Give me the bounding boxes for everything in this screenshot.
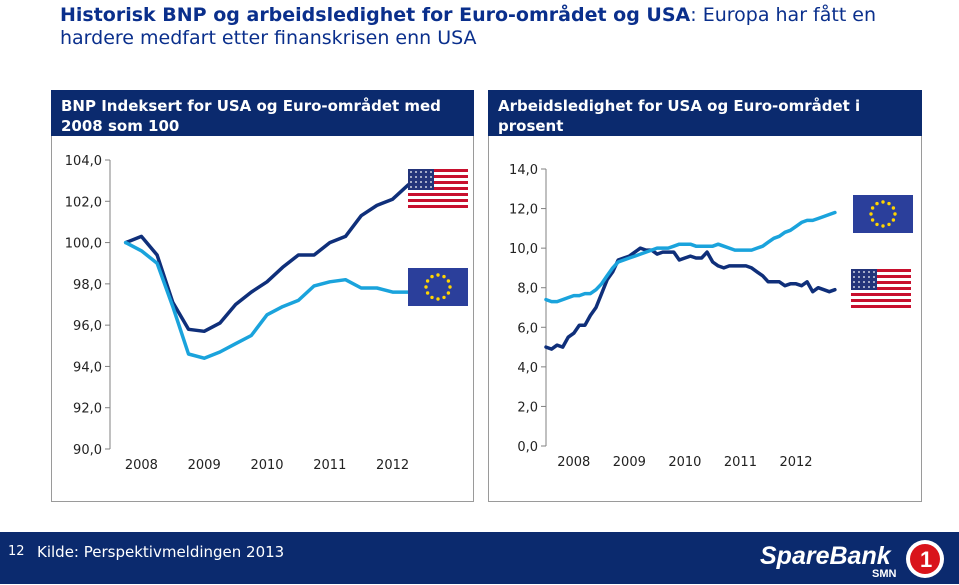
flag-star — [892, 206, 895, 209]
flag-star — [442, 296, 445, 299]
flag-stripe — [408, 199, 468, 202]
flag-star — [875, 223, 878, 226]
flag-star — [881, 224, 884, 227]
x-tick-label: 2009 — [612, 455, 646, 470]
flag-star — [868, 286, 870, 288]
flag-star — [853, 286, 855, 288]
y-tick-label: 94,0 — [73, 360, 102, 376]
flag-star — [868, 271, 870, 273]
page-number: 12 — [8, 544, 25, 559]
flag-star — [410, 181, 412, 183]
flag-star — [425, 181, 427, 183]
footer-bar — [0, 532, 959, 584]
flag-star — [868, 276, 870, 278]
usa-series-line — [126, 185, 409, 331]
flag-star — [430, 296, 433, 299]
flag-star — [425, 186, 427, 188]
flag-star — [410, 176, 412, 178]
flag-star — [853, 276, 855, 278]
y-tick-label: 98,0 — [73, 277, 102, 293]
usa-series-line — [546, 248, 835, 349]
flag-star — [893, 212, 896, 215]
x-tick-label: 2012 — [376, 458, 410, 473]
flag-star — [863, 281, 865, 283]
x-tick-label: 2011 — [313, 458, 347, 473]
flag-star — [447, 279, 450, 282]
flag-star — [869, 212, 872, 215]
unemployment-chart — [489, 91, 921, 501]
flag-star — [868, 281, 870, 283]
flag-star — [873, 281, 875, 283]
flag-star — [863, 271, 865, 273]
flag-star — [415, 176, 417, 178]
y-tick-label: 10,0 — [509, 242, 538, 258]
flag-star — [415, 171, 417, 173]
unemployment-chart-title: Arbeidsledighet for USA og Euro-området i prosent — [488, 90, 922, 136]
flag-star — [858, 271, 860, 273]
flag-star — [436, 297, 439, 300]
title-rest: Europa har fått en hardere medfart etter finanskrisen enn USA — [60, 4, 877, 49]
flag-star — [436, 273, 439, 276]
y-tick-label: 102,0 — [64, 195, 102, 211]
flag-stripe — [408, 193, 468, 196]
flag-star — [853, 281, 855, 283]
flag-star — [863, 276, 865, 278]
x-tick-label: 2009 — [187, 458, 221, 473]
logo-text: SpareBank — [760, 542, 891, 570]
flag-star — [873, 276, 875, 278]
y-tick-label: 12,0 — [509, 202, 538, 218]
flag-star — [873, 271, 875, 273]
flag-stripe — [408, 196, 468, 199]
flag-star — [410, 186, 412, 188]
flag-star — [875, 202, 878, 205]
y-tick-label: 2,0 — [517, 400, 538, 416]
flag-stripe — [851, 305, 911, 308]
flag-stripe — [408, 202, 468, 205]
flag-star — [447, 291, 450, 294]
flag-star — [871, 206, 874, 209]
logo-sub: SMN — [872, 568, 897, 580]
flag-star — [420, 181, 422, 183]
flag-star — [858, 276, 860, 278]
flag-star — [863, 286, 865, 288]
flag-stripe — [851, 296, 911, 299]
flag-star — [430, 181, 432, 183]
page-title — [60, 4, 940, 50]
eu-flag-icon — [853, 195, 913, 233]
flag-star — [426, 279, 429, 282]
flag-star — [858, 286, 860, 288]
gdp-chart-title: BNP Indeksert for USA og Euro-området med 2008 som 100 — [51, 90, 474, 136]
usa-flag-icon — [851, 269, 911, 308]
flag-star — [415, 186, 417, 188]
y-tick-label: 8,0 — [517, 281, 538, 297]
usa-flag-icon — [408, 169, 468, 208]
x-tick-label: 2010 — [250, 458, 284, 473]
flag-star — [425, 176, 427, 178]
x-tick-label: 2008 — [124, 458, 158, 473]
x-tick-label: 2011 — [723, 455, 757, 470]
unemployment-chart-panel — [488, 90, 922, 502]
flag-star — [420, 171, 422, 173]
euro-series-line — [126, 243, 409, 359]
sparebank-logo — [760, 537, 950, 581]
y-tick-label: 4,0 — [517, 360, 538, 376]
flag-star — [887, 223, 890, 226]
gdp-chart — [52, 91, 473, 501]
y-tick-label: 14,0 — [509, 163, 538, 178]
gdp-chart-panel — [51, 90, 474, 502]
flag-star — [410, 171, 412, 173]
x-tick-label: 2010 — [668, 455, 702, 470]
flag-stripe — [851, 299, 911, 302]
flag-star — [430, 176, 432, 178]
title-sep: : — [690, 4, 697, 26]
flag-star — [858, 281, 860, 283]
y-tick-label: 6,0 — [517, 321, 538, 337]
flag-stripe — [408, 205, 468, 208]
flag-star — [430, 171, 432, 173]
logo-number: 1 — [920, 547, 933, 572]
flag-stripe — [851, 290, 911, 293]
flag-star — [887, 202, 890, 205]
flag-star — [430, 186, 432, 188]
flag-star — [425, 171, 427, 173]
flag-star — [415, 181, 417, 183]
flag-stripe — [851, 293, 911, 296]
flag-stripe — [408, 190, 468, 193]
y-tick-label: 96,0 — [73, 319, 102, 335]
x-tick-label: 2012 — [779, 455, 813, 470]
source-note: Kilde: Perspektivmeldingen 2013 — [37, 543, 285, 561]
flag-star — [430, 275, 433, 278]
flag-star — [892, 218, 895, 221]
flag-star — [853, 271, 855, 273]
flag-star — [873, 286, 875, 288]
x-tick-label: 2008 — [557, 455, 591, 470]
flag-star — [871, 218, 874, 221]
flag-star — [426, 291, 429, 294]
flag-star — [420, 186, 422, 188]
y-tick-label: 0,0 — [517, 440, 538, 455]
flag-star — [424, 285, 427, 288]
flag-star — [442, 275, 445, 278]
y-tick-label: 100,0 — [64, 236, 102, 252]
y-tick-label: 104,0 — [64, 154, 102, 169]
eu-flag-icon — [408, 268, 468, 306]
y-tick-label: 92,0 — [73, 401, 102, 417]
flag-star — [448, 285, 451, 288]
flag-stripe — [851, 302, 911, 305]
flag-star — [420, 176, 422, 178]
flag-star — [881, 200, 884, 203]
y-tick-label: 90,0 — [73, 443, 102, 458]
title-bold: Historisk BNP og arbeidsledighet for Euro-området og USA — [60, 4, 691, 26]
